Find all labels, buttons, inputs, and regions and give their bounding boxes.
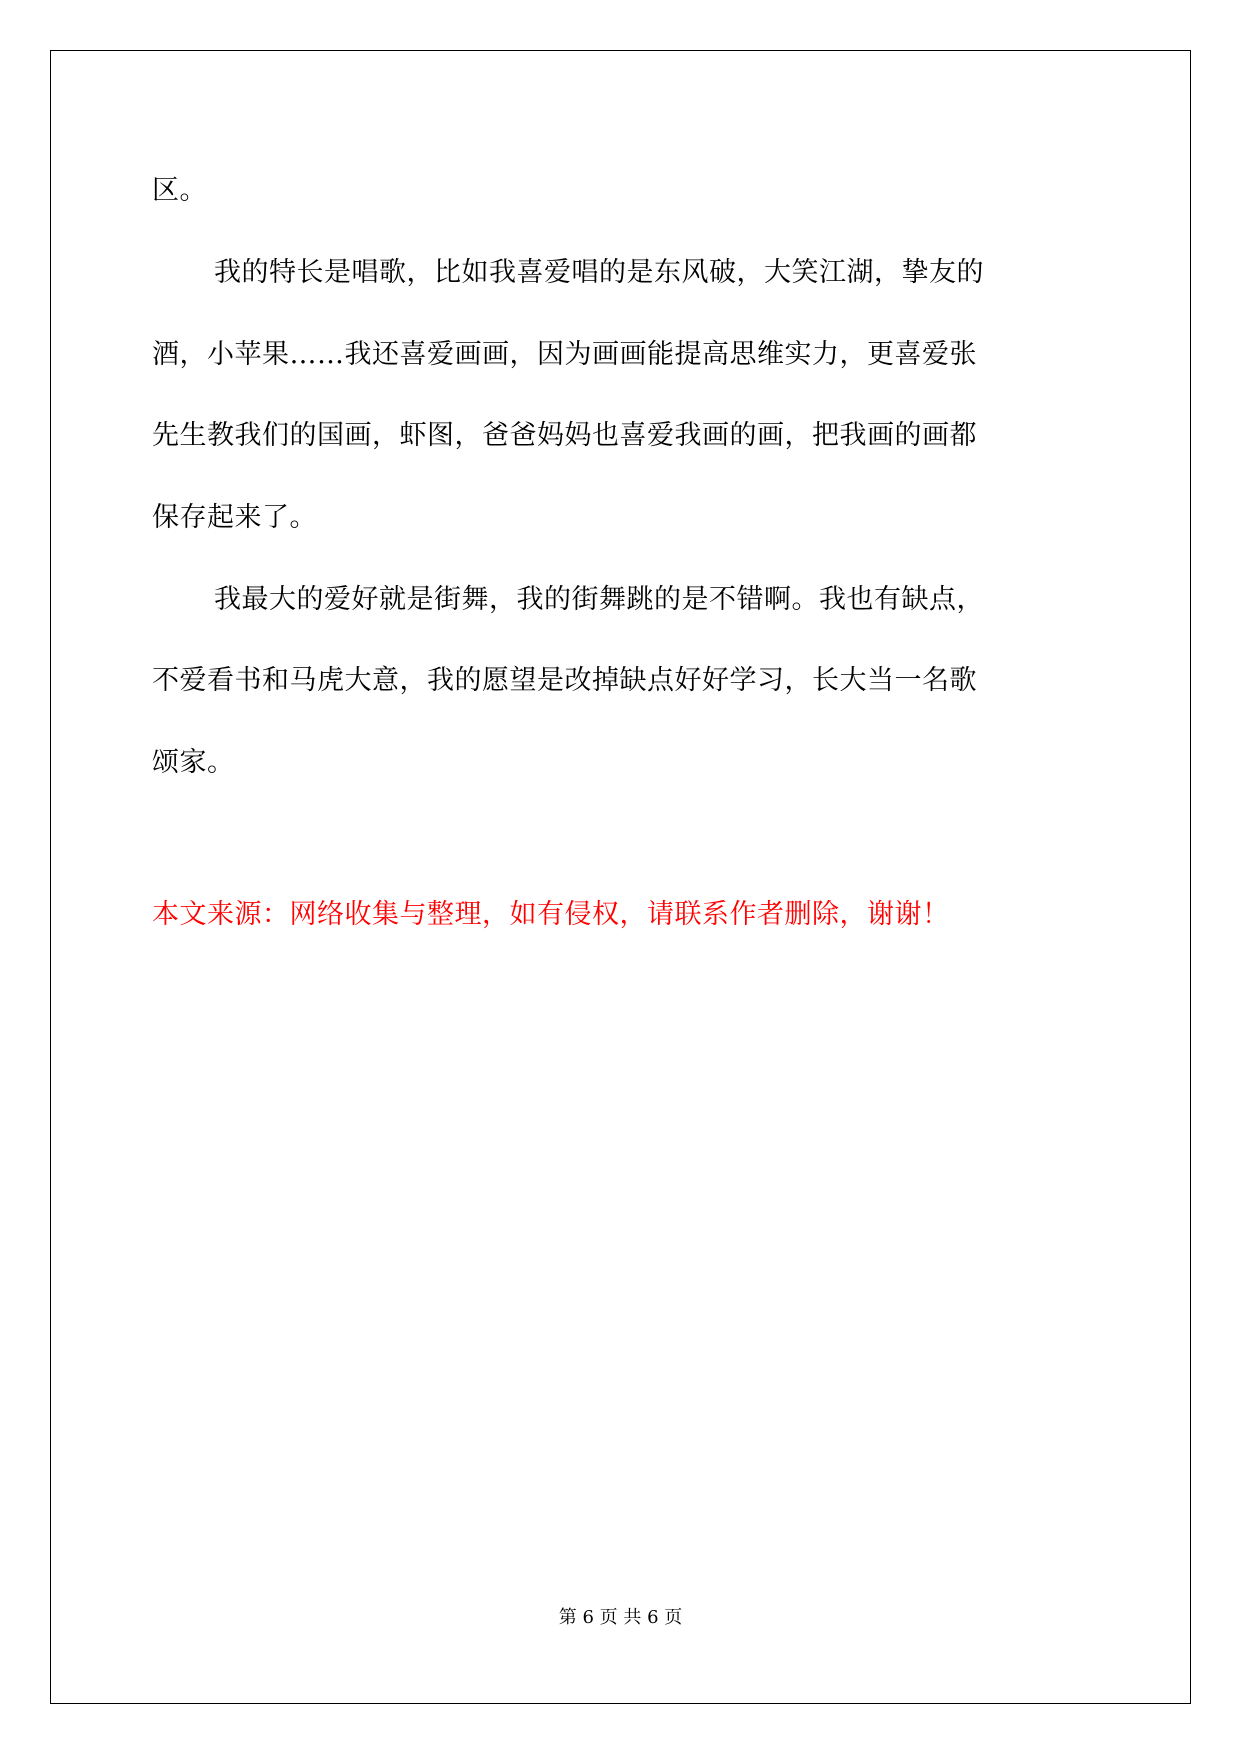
page-border [50,50,1191,1704]
paragraph-line: 酒，小苹果……我还喜爱画画，因为画画能提高思维实力，更喜爱张 [152,339,977,370]
paragraph-line: 保存起来了。 [152,502,317,533]
paragraph-line: 不爱看书和马虎大意，我的愿望是改掉缺点好好学习，长大当一名歌 [152,665,977,696]
paragraph-line: 区。 [152,175,207,206]
paragraph-line: 先生教我们的国画，虾图，爸爸妈妈也喜爱我画的画，把我画的画都 [152,420,977,451]
paragraph-line: 颂家。 [152,747,235,778]
source-notice: 本文来源：网络收集与整理，如有侵权，请联系作者删除，谢谢！ [152,899,950,930]
paragraph-line: 我的特长是唱歌，比如我喜爱唱的是东风破，大笑江湖，挚友的 [214,257,984,288]
page-indicator: 第 6 页 共 6 页 [558,1607,683,1628]
paragraph-line: 我最大的爱好就是街舞，我的街舞跳的是不错啊。我也有缺点， [214,584,984,615]
